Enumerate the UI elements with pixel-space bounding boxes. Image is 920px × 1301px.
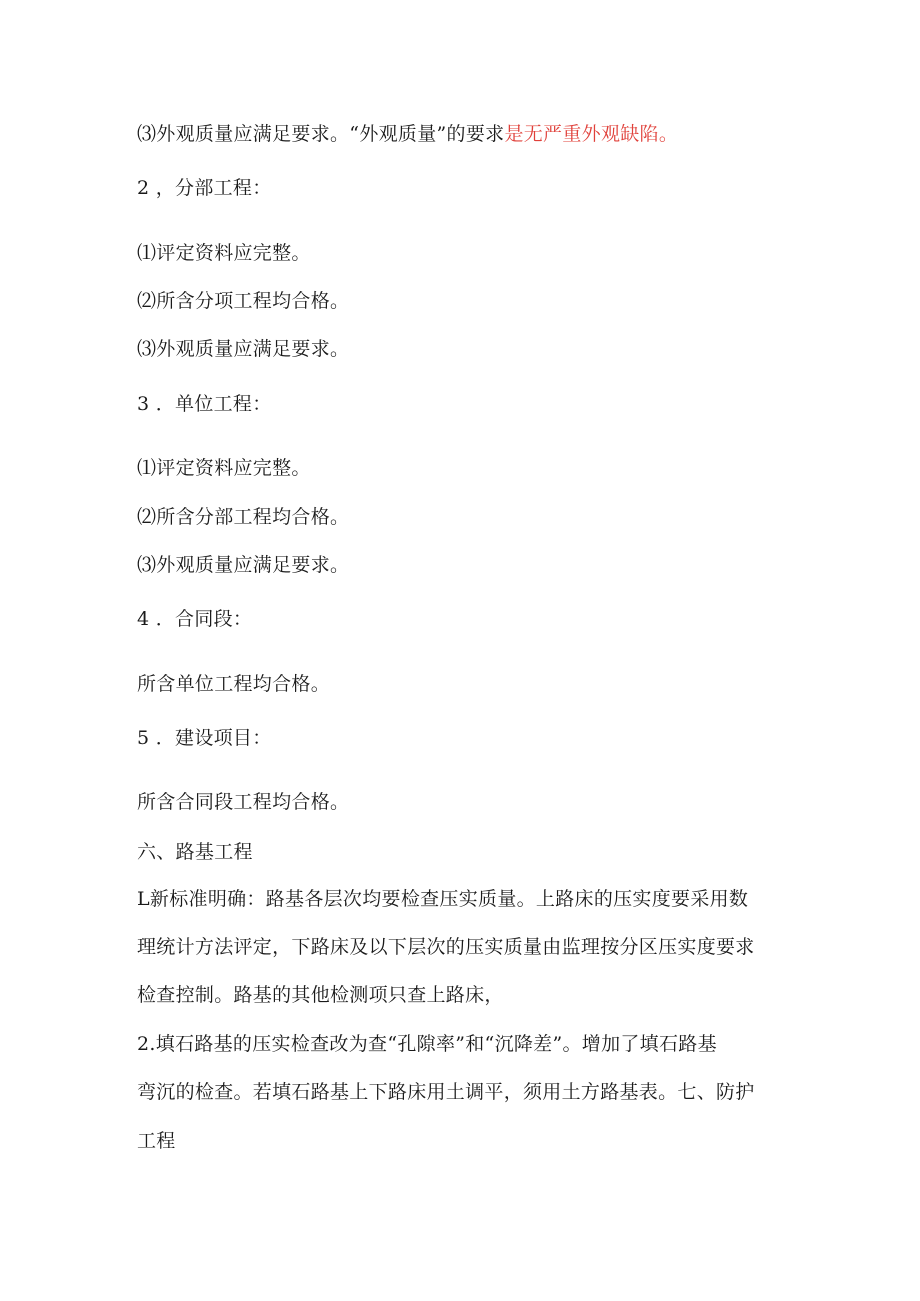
paragraph-contract-section: 所含单位工程均合格。 xyxy=(137,673,331,695)
paragraph-subgrade-2-line-1: 2.填石路基的压实检查改为查“孔隙率”和“沉降差”。增加了填石路基 xyxy=(137,1033,717,1055)
list-item-unit-2: ⑵所含分部工程均合格。 xyxy=(137,506,350,528)
paragraph-subgrade-1-line-2: 理统计方法评定，下路床及以下层次的压实质量由监理按分区压实度要求 xyxy=(137,936,755,958)
section-heading-subgrade: 六、路基工程 xyxy=(137,841,253,863)
list-item-unit-1: ⑴评定资料应完整。 xyxy=(137,457,311,479)
list-item-divisional-1: ⑴评定资料应完整。 xyxy=(137,242,311,264)
heading-construction-project: 5 ．建设项目： xyxy=(137,727,272,749)
paragraph-subgrade-2-line-2: 弯沉的检查。若填石路基上下路床用土调平，须用土方路基表。七、防护 xyxy=(137,1081,755,1103)
appearance-requirement-text: ⑶外观质量应满足要求。“外观质量”的要求 xyxy=(137,123,505,145)
paragraph-subgrade-1-line-3: 检查控制。路基的其他检测项只查上路床， xyxy=(137,984,504,1006)
heading-contract-section: 4 ．合同段： xyxy=(137,608,253,630)
paragraph-construction-project: 所含合同段工程均合格。 xyxy=(137,791,350,813)
list-item-unit-3: ⑶外观质量应满足要求。 xyxy=(137,554,350,576)
paragraph-subgrade-1-line-1: L新标准明确：路基各层次均要检查压实质量。上路床的压实度要采用数 xyxy=(137,888,749,910)
list-item-divisional-2: ⑵所含分项工程均合格。 xyxy=(137,290,350,312)
paragraph-subgrade-2-line-3: 工程 xyxy=(137,1130,176,1152)
heading-divisional-works: 2 ，分部工程： xyxy=(137,177,272,199)
heading-unit-works: 3 ．单位工程： xyxy=(137,393,272,415)
appearance-requirement-highlight: 是无严重外观缺陷。 xyxy=(504,123,679,145)
paragraph-appearance-requirement xyxy=(137,122,678,146)
list-item-divisional-3: ⑶外观质量应满足要求。 xyxy=(137,338,350,360)
